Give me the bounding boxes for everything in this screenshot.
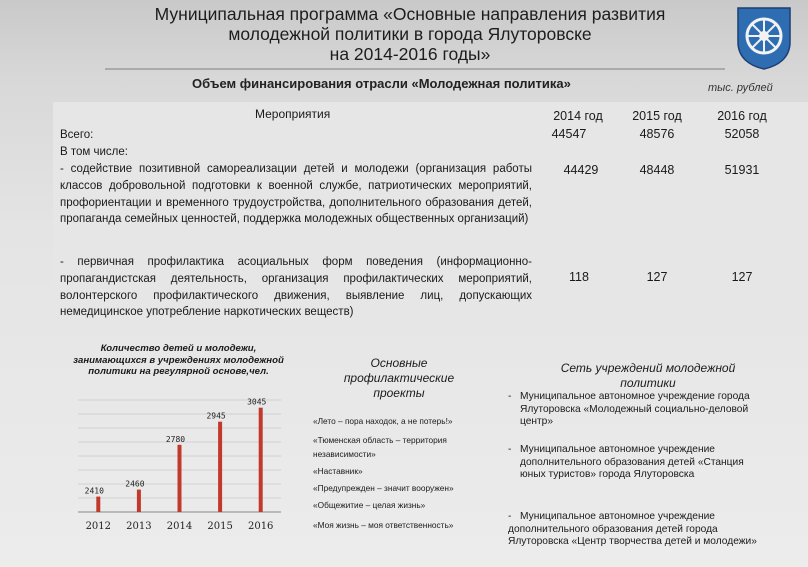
total-2015: 48576 [639,127,675,141]
header-year-2014: 2014 год [553,109,603,123]
project-item: «Лето – пора находок, а не потерь!» [313,416,453,426]
section-subtitle: Объем финансирования отрасли «Молодежная политика» [192,76,571,91]
row2-2016: 127 [731,270,753,284]
chart-x-tick-label: 2013 [126,521,152,532]
chart-data-label: 3045 [247,397,267,407]
row1-2015: 48448 [639,163,675,177]
bullet-dash: - [508,444,512,455]
chart-bar-2013 [137,490,141,512]
institution-item: Муниципальное автономное учреждение дополнительного образования детей города Ялуторовска «Центр творчества детей и молодежи» [508,511,757,547]
bullet-dash: - [508,511,512,522]
chart-bar-2015 [218,422,222,512]
chart-bar-2016 [259,408,263,512]
including-label: В том числе: [60,146,128,158]
row-prevention-text: - первичная профилактика асоциальных форм поведения (информационно-пропагандистская деятельность, организация профилактических мероприятий, волонтерского профилактического движения, выявление лиц, допускающих немедицинское употребление наркотических веществ) [60,256,532,319]
chart-bar-2014 [178,445,182,512]
project-item: «Тюменская область – территория [313,435,447,445]
project-item: «Общежитие – целая жизнь» [313,500,426,510]
title-line-3: на 2014-2016 годы» [329,44,491,64]
chart-data-label: 2460 [125,479,145,489]
title-line-1: Муниципальная программа «Основные направления развития [154,4,666,24]
total-2016: 52058 [724,127,760,141]
chart-data-label: 2410 [84,486,104,496]
row2-2014: 118 [569,270,589,284]
header-year-2015: 2015 год [632,109,682,123]
chart-x-tick-label: 2014 [166,521,193,532]
row1-2014: 44429 [563,163,599,177]
institution-item: Муниципальное автономное учреждение дополнительного образования детей «Станция юных туристов» города Ялуторовска [520,444,744,480]
header-divider [105,68,725,70]
chart-data-label: 2780 [165,434,186,444]
header-events: Мероприятия [255,107,331,121]
total-2014: 44547 [551,127,587,141]
page-title [110,4,710,64]
chart-x-tick-label: 2016 [247,521,274,532]
row1-2016: 51931 [724,163,760,177]
total-label: Всего: [60,129,94,141]
city-emblem-icon [734,6,794,70]
network-title: Сеть учреждений молодежной политики [560,361,736,390]
row-self-realization-text: - содействие позитивной самореализации детей и молодежи (организация работы классов добровольной подготовки к военной службе, патриотических мероприятий, профориентации и временного трудоустройства, дополнительного образования детей, пропаганда семейных ценностей, поддержка молодежных общественных организаций) [60,163,532,226]
title-line-2: молодежной политики в города Ялуторовске [228,24,592,44]
institution-item: Муниципальное автономное учреждение города Ялуторовска «Молодежный социально-деловой центр» [520,391,750,427]
chart-x-tick-label: 2015 [207,521,233,532]
participants-bar-chart [66,390,291,535]
bullet-dash: - [508,391,512,402]
chart-data-label: 2945 [206,411,226,421]
row2-2015: 127 [646,270,668,284]
chart-bar-2012 [96,497,100,512]
project-item: «Предупрежден – значит вооружен» [313,483,454,493]
project-item: «Наставник» [313,466,363,476]
project-item: независимости» [313,449,376,459]
chart-title: Количество детей и молодежи, занимающихся в учреждениях молодежной политики на регулярной основе,чел. [73,343,284,377]
header-year-2016: 2016 год [717,109,767,123]
chart-x-tick-label: 2012 [85,521,112,532]
project-item: «Моя жизнь – моя ответственность» [313,520,454,530]
units-label: тыс. рублей [708,82,773,94]
projects-title: Основные профилактические проекты [343,356,455,400]
